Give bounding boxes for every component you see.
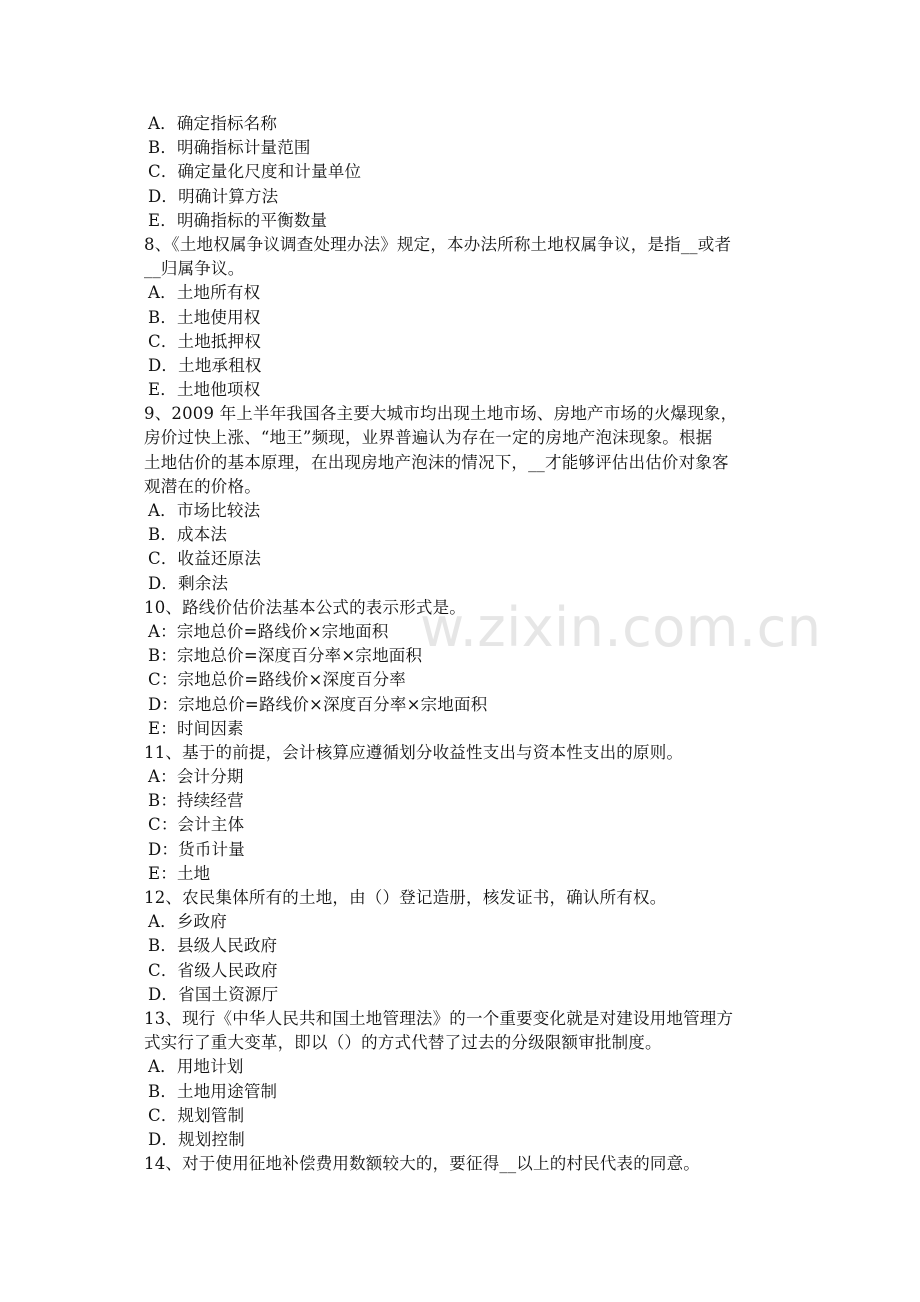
answer-option: B．成本法 xyxy=(148,525,228,545)
answer-option: A．确定指标名称 xyxy=(148,114,278,133)
question-text: 11、基于的前提，会计核算应遵循划分收益性支出与资本性支出的原则。 xyxy=(144,742,684,762)
question-text: 14、对于使用征地补偿费用数额较大的，要征得__以上的村民代表的同意。 xyxy=(144,1154,700,1174)
answer-option: D：货币计量 xyxy=(148,839,245,859)
answer-option: A．乡政府 xyxy=(148,912,227,932)
answer-option: A．用地计划 xyxy=(148,1057,244,1077)
question-text: 9、2009 年上半年我国各主要大城市均出现土地市场、房地产市场的火爆现象， xyxy=(144,404,738,424)
question-text: 土地估价的基本原理，在出现房地产泡沫的情况下，__才能够评估出估价对象客 xyxy=(144,452,729,472)
answer-option: C．省级人民政府 xyxy=(148,960,278,980)
question-text: 式实行了重大变革，即以（）的方式代替了过去的分级限额审批制度。 xyxy=(144,1033,662,1053)
answer-option: B．县级人民政府 xyxy=(148,936,278,956)
answer-option: D．规划控制 xyxy=(148,1129,245,1149)
answer-option: C：会计主体 xyxy=(148,815,245,835)
answer-option: B．土地使用权 xyxy=(148,307,261,327)
question-text: 12、农民集体所有的土地，由（）登记造册，核发证书，确认所有权。 xyxy=(144,888,667,907)
question-text: 13、现行《中华人民共和国土地管理法》的一个重要变化就是对建设用地管理方 xyxy=(144,1008,734,1028)
question-text: 观潜在的价格。 xyxy=(144,476,261,496)
question-text: 房价过快上涨、“地王”频现，业界普遍认为存在一定的房地产泡沫现象。根据 xyxy=(144,428,713,448)
answer-option: A．土地所有权 xyxy=(148,283,261,303)
answer-option: E：土地 xyxy=(148,863,211,883)
answer-option: C．确定量化尺度和计量单位 xyxy=(148,162,362,182)
answer-option: B：宗地总价=深度百分率×宗地面积 xyxy=(148,646,423,666)
answer-option: C．收益还原法 xyxy=(148,549,262,569)
answer-option: C：宗地总价=路线价×深度百分率 xyxy=(148,670,406,690)
answer-option: D．明确计算方法 xyxy=(148,186,279,206)
answer-option: C．土地抵押权 xyxy=(148,331,262,351)
answer-option: A：会计分期 xyxy=(148,767,244,787)
answer-option: E．土地他项权 xyxy=(148,380,261,400)
exam-text-body xyxy=(144,112,784,1176)
answer-option: B．明确指标计量范围 xyxy=(148,138,311,158)
answer-option: B．土地用途管制 xyxy=(148,1081,278,1101)
watermark: w.zixin.com.cn xyxy=(420,596,822,659)
answer-option: D：宗地总价=路线价×深度百分率×宗地面积 xyxy=(148,694,488,714)
answer-option: C．规划管制 xyxy=(148,1105,245,1125)
answer-option: D．土地承租权 xyxy=(148,355,262,375)
question-text: __归属争议。 xyxy=(144,259,245,279)
answer-option: D．省国土资源厅 xyxy=(148,984,279,1004)
question-text: 8、《土地权属争议调查处理办法》规定，本办法所称土地权属争议，是指__或者 xyxy=(144,234,732,254)
answer-option: D．剩余法 xyxy=(148,573,229,593)
answer-option: A：宗地总价=路线价×宗地面积 xyxy=(148,621,389,641)
answer-option: B：持续经营 xyxy=(148,791,244,811)
answer-option: E．明确指标的平衡数量 xyxy=(148,210,328,230)
answer-option: A．市场比较法 xyxy=(148,501,261,520)
question-text: 10、路线价估价法基本公式的表示形式是。 xyxy=(144,597,466,617)
answer-option: E：时间因素 xyxy=(148,718,244,738)
